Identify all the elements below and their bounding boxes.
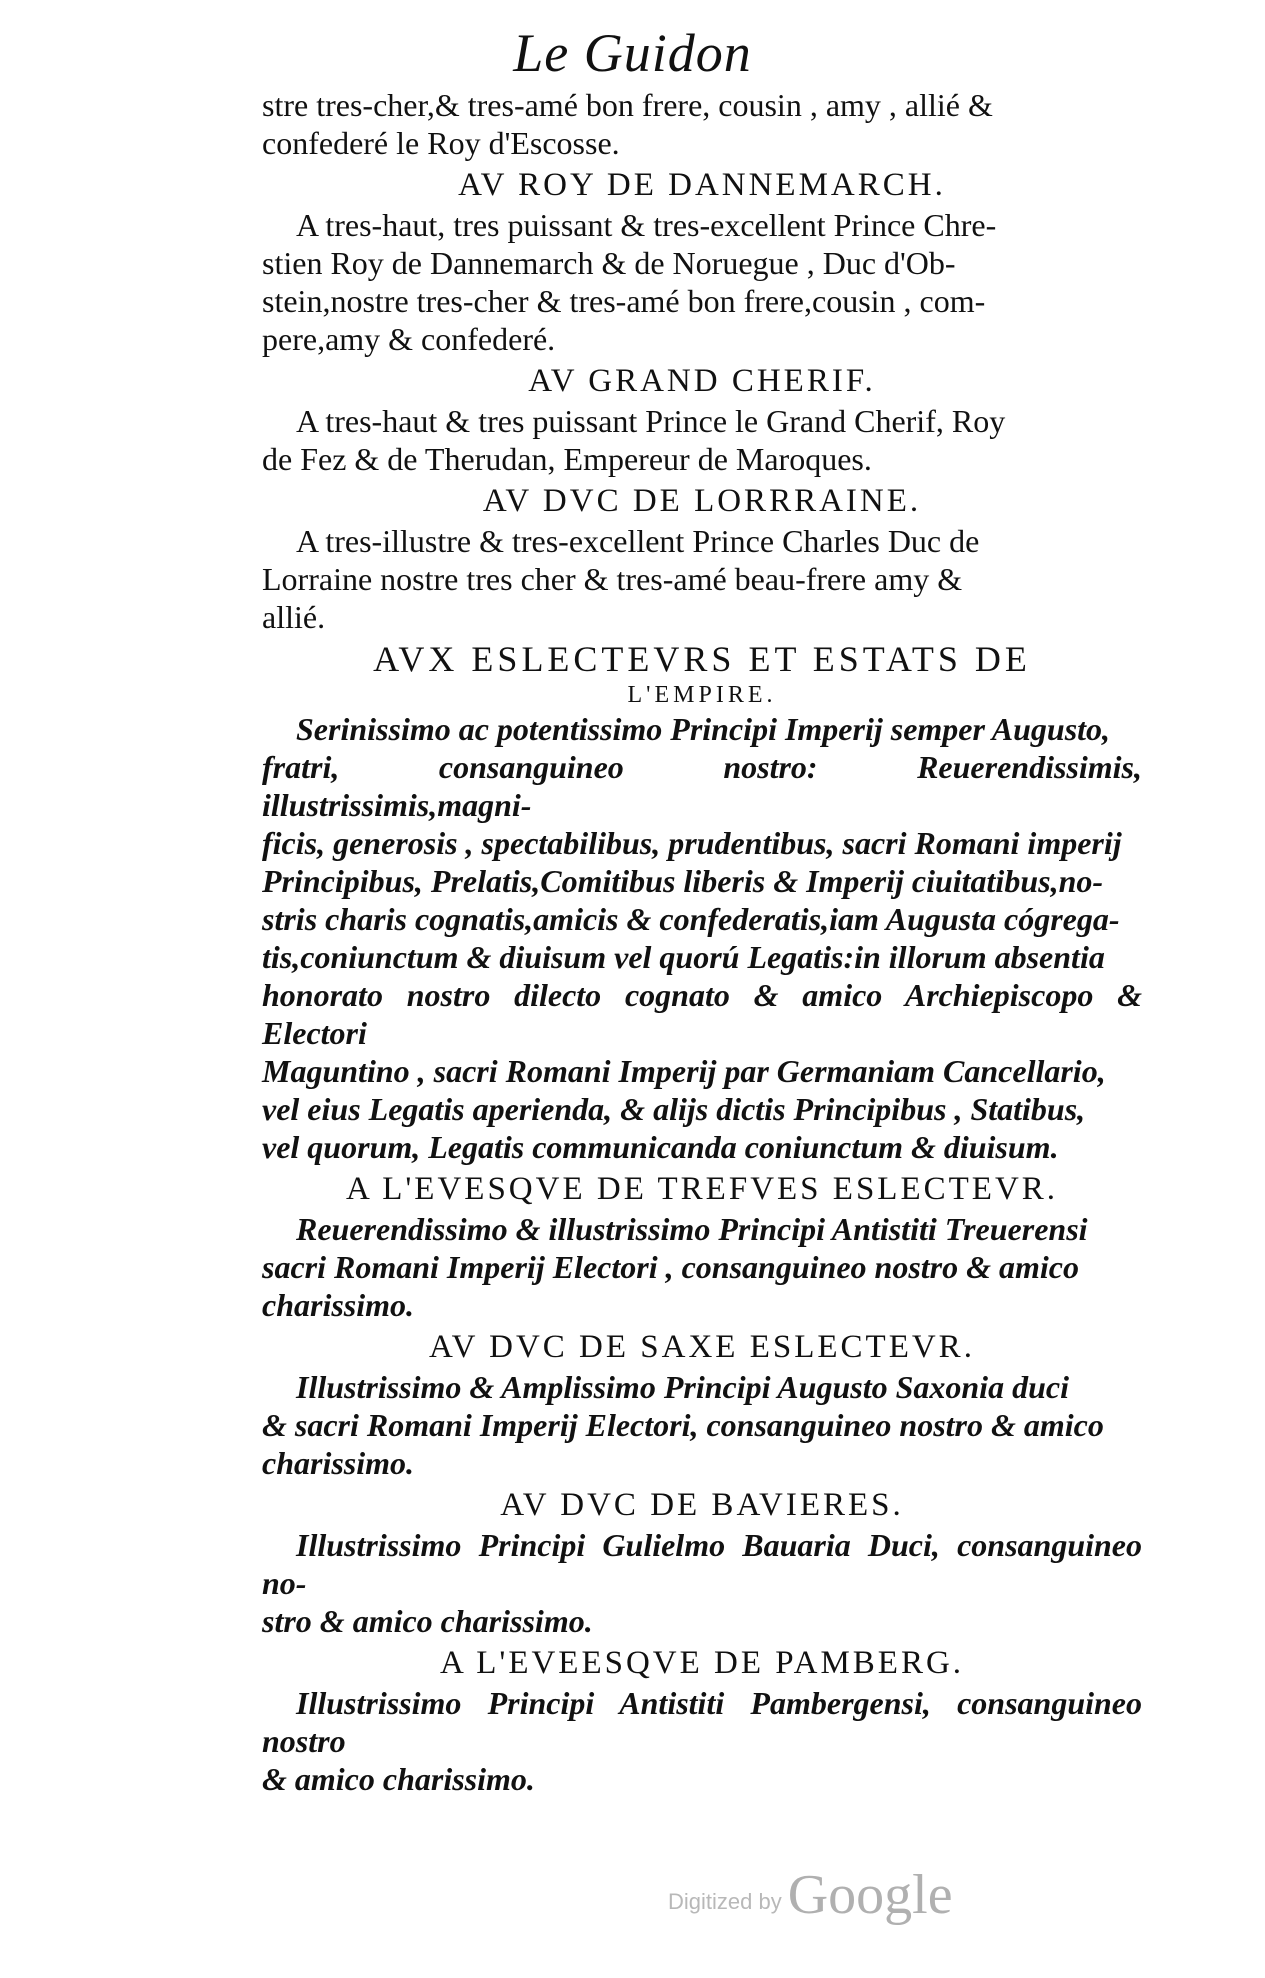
- section-eslecteurs-et-estats: [262, 638, 1142, 1166]
- running-head: Le Guidon: [513, 23, 752, 83]
- text-line: stris charis cognatis,amicis & confederatis,iam Augusta cógrega-: [262, 901, 1120, 937]
- text-line: pere,amy & confederé.: [262, 321, 556, 357]
- section-evesque-de-pamberg: [262, 1642, 1142, 1798]
- section-heading: AV DVC DE SAXE ESLECTEVR.: [429, 1329, 975, 1365]
- body-text: [262, 86, 1142, 1798]
- text-line: & sacri Romani Imperij Electori, consanguineo nostro & amico: [262, 1407, 1104, 1443]
- section-roy-de-dannemarch: [262, 164, 1142, 358]
- text-line: Reuerendissimo & illustrissimo Principi Antistiti Treuerensi: [296, 1211, 1088, 1247]
- text-line: sacri Romani Imperij Electori , consanguineo nostro & amico: [262, 1249, 1079, 1285]
- text-line: stre tres-cher,& tres-amé bon frere, cousin , amy , allié &: [262, 87, 993, 123]
- section-heading: AVX ESLECTEVRS ET ESTATS DE: [373, 639, 1031, 679]
- text-line: Illustrissimo & Amplissimo Principi Augusto Saxonia duci: [296, 1369, 1069, 1405]
- section-heading: AV DVC DE BAVIERES.: [500, 1487, 904, 1523]
- text-line: Maguntino , sacri Romani Imperij par Germaniam Cancellario,: [262, 1053, 1106, 1089]
- text-line: vel eius Legatis aperienda, & alijs dictis Principibus , Statibus,: [262, 1091, 1086, 1127]
- google-logo: Google: [787, 1864, 953, 1926]
- section-duc-de-saxe: [262, 1326, 1142, 1482]
- text-line: fratri, consanguineo nostro: Reuerendissimis, illustrissimis,magni-: [262, 749, 1142, 823]
- section-subheading: L'EMPIRE.: [627, 682, 777, 708]
- text-line: stro & amico charissimo.: [262, 1603, 593, 1639]
- text-line: ficis, generosis , spectabilibus, prudentibus, sacri Romani imperij: [262, 825, 1122, 861]
- text-line: Serinissimo ac potentissimo Principi Imperij semper Augusto,: [296, 711, 1111, 747]
- section-heading: A L'EVEESQVE DE PAMBERG.: [439, 1645, 965, 1681]
- text-line: tis,coniunctum & diuisum vel quorú Legatis:in illorum absentia: [262, 939, 1105, 975]
- section-heading: AV GRAND CHERIF.: [528, 363, 876, 399]
- text-line: A tres-haut, tres puissant & tres-excellent Prince Chre-: [296, 207, 997, 243]
- text-line: A tres-haut & tres puissant Prince le Grand Cherif, Roy: [296, 403, 1006, 439]
- text-line: stein,nostre tres-cher & tres-amé bon frere,cousin , com-: [262, 283, 986, 319]
- text-line: vel quorum, Legatis communicanda coniunctum & diuisum.: [262, 1129, 1059, 1165]
- text-line: honorato nostro dilecto cognato & amico Archiepiscopo & Electori: [262, 977, 1142, 1051]
- section-continuation: [262, 86, 1142, 162]
- text-line: de Fez & de Therudan, Empereur de Maroques.: [262, 441, 872, 477]
- text-line: A tres-illustre & tres-excellent Prince Charles Duc de: [296, 523, 980, 559]
- watermark-prefix: Digitized by: [668, 1889, 782, 1914]
- text-line: Illustrissimo Principi Antistiti Pambergensi, consanguineo nostro: [262, 1685, 1142, 1759]
- section-duc-de-lorraine: [262, 480, 1142, 636]
- text-line: & amico charissimo.: [262, 1761, 535, 1797]
- section-evesque-de-trefves: [262, 1168, 1142, 1324]
- section-heading: AV DVC DE LORRRAINE.: [482, 483, 922, 519]
- section-grand-cherif: [262, 360, 1142, 478]
- digitized-watermark: [668, 1855, 1008, 1925]
- text-line: confederé le Roy d'Escosse.: [262, 125, 620, 161]
- text-line: Illustrissimo Principi Gulielmo Bauaria Duci, consanguineo no-: [262, 1527, 1142, 1601]
- section-duc-de-bavieres: [262, 1484, 1142, 1640]
- text-line: allié.: [262, 599, 326, 635]
- text-line: charissimo.: [262, 1445, 415, 1481]
- text-line: charissimo.: [262, 1287, 415, 1323]
- section-heading: A L'EVESQVE DE TREFVES ESLECTEVR.: [345, 1171, 1059, 1207]
- section-heading: AV ROY DE DANNEMARCH.: [458, 167, 946, 203]
- text-line: stien Roy de Dannemarch & de Noruegue , Duc d'Ob-: [262, 245, 956, 281]
- text-line: Principibus, Prelatis,Comitibus liberis & Imperij ciuitatibus,no-: [262, 863, 1104, 899]
- text-line: Lorraine nostre tres cher & tres-amé beau-frere amy &: [262, 561, 963, 597]
